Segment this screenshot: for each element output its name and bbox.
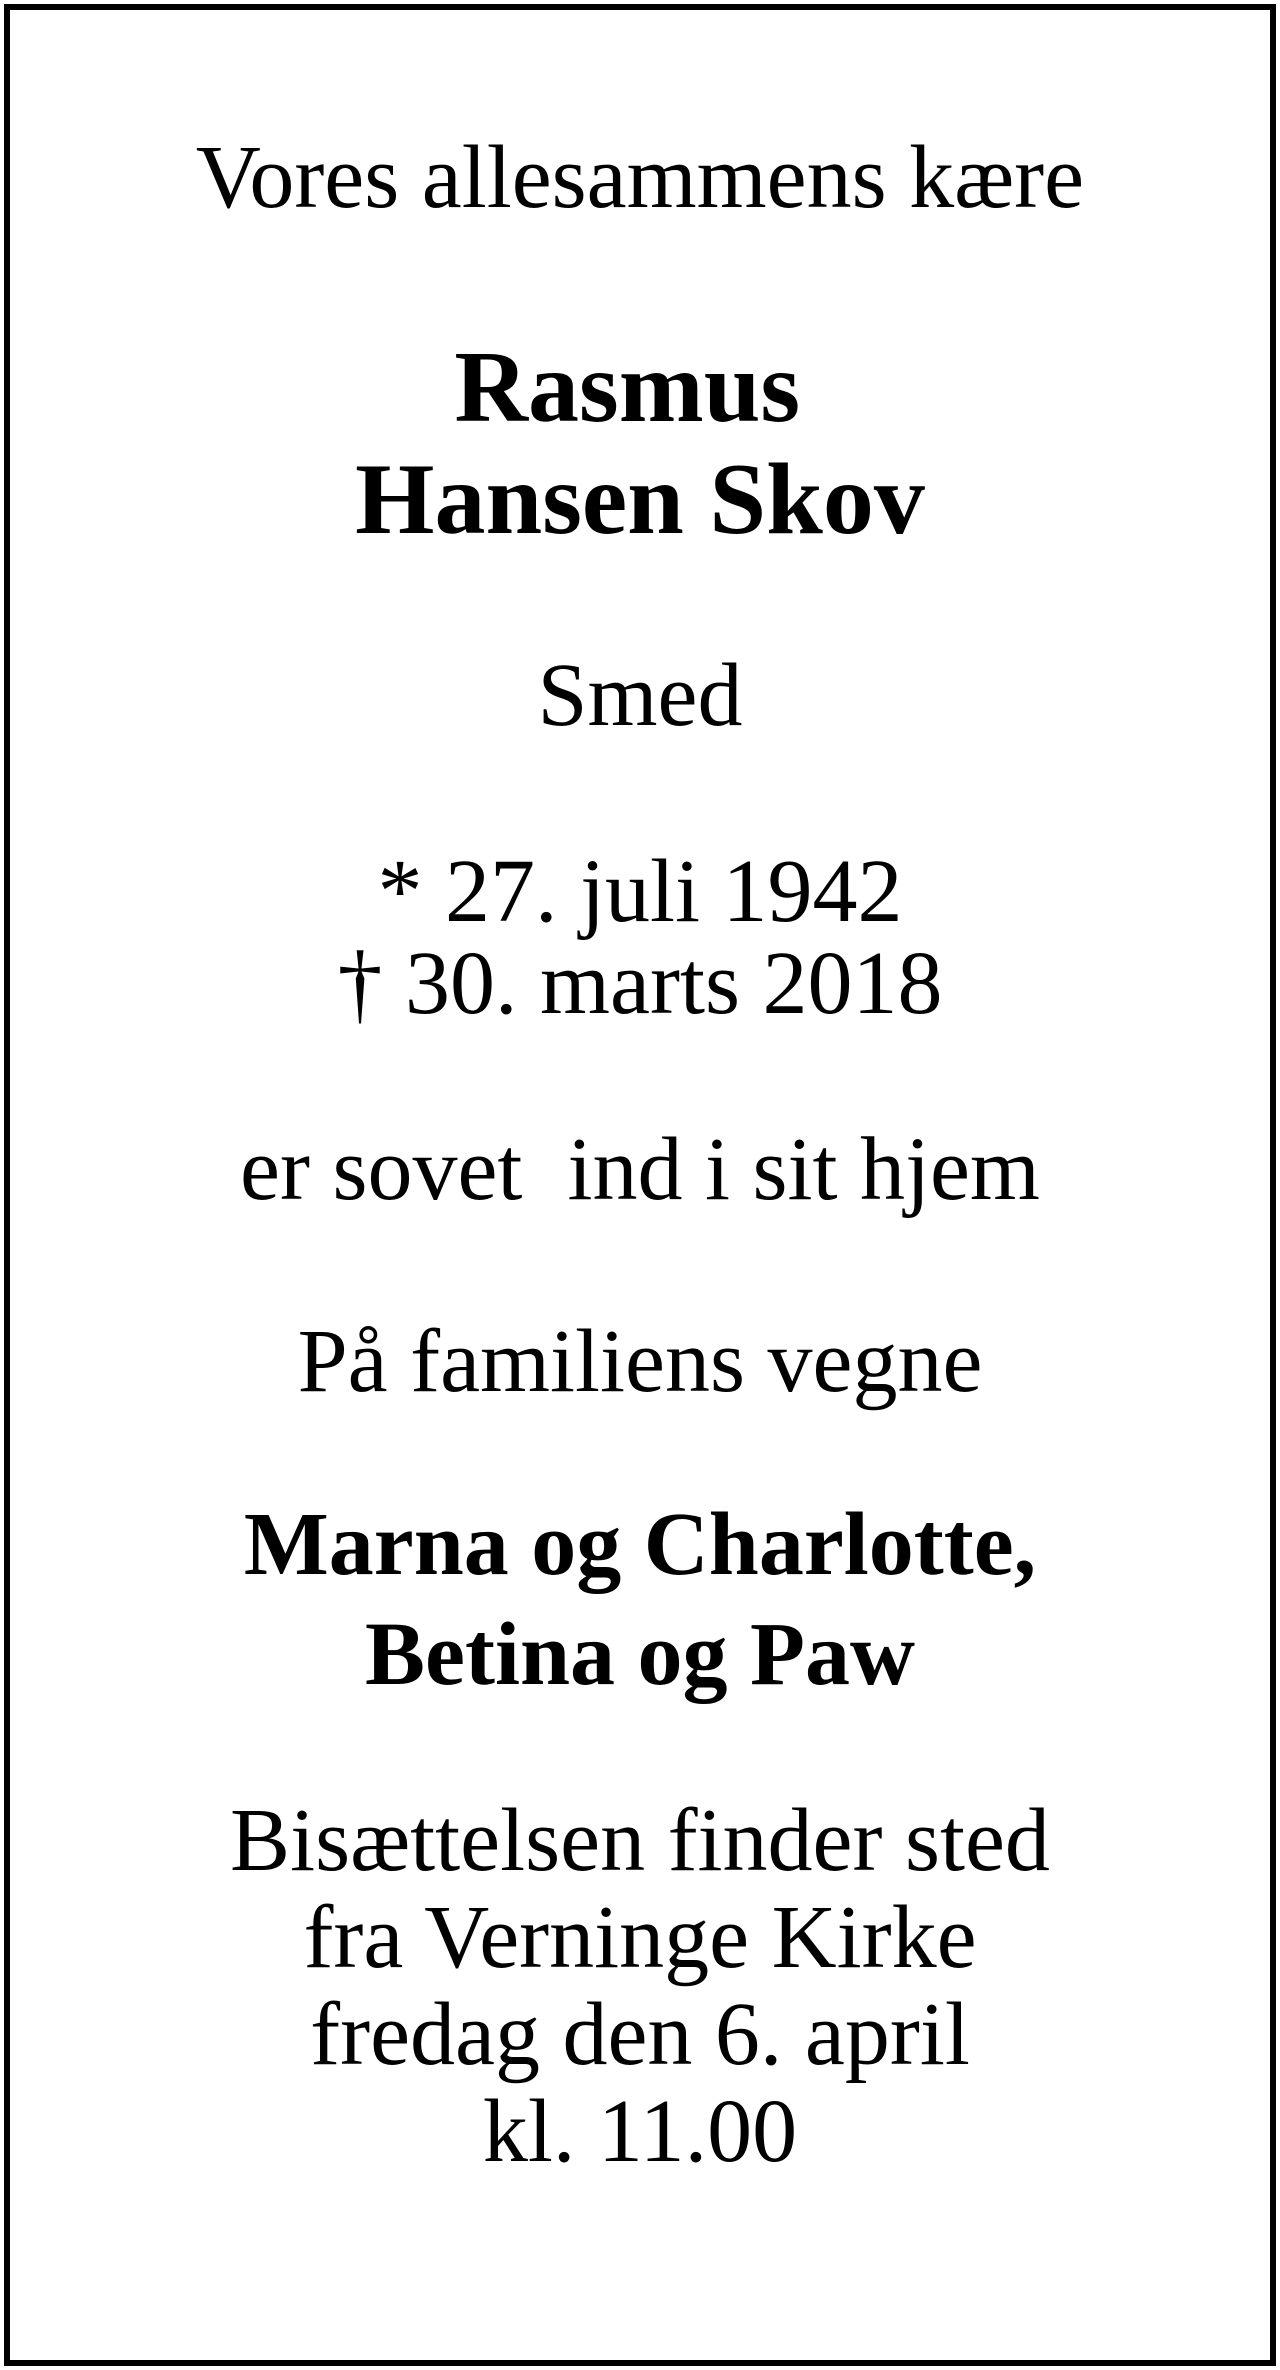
family-line-2: Betina og Paw (365, 1605, 915, 1704)
family-names (10, 1490, 1270, 1710)
occupation-text: Smed (537, 646, 743, 745)
intro-text: Vores allesammens kære (195, 128, 1085, 227)
birth-date: * 27. juli 1942 (377, 842, 903, 941)
deceased-name (10, 332, 1270, 556)
passing-text: er sovet ind i sit hjem (240, 1120, 1040, 1219)
name-line-1: Rasmus (454, 331, 826, 444)
family-line-1: Marna og Charlotte, (243, 1495, 1037, 1594)
funeral-line-4: kl. 11.00 (482, 2082, 798, 2181)
funeral-line-2: fra Verninge Kirke (303, 1888, 977, 1987)
name-line-2: Hansen Skov (355, 443, 925, 556)
funeral-details (10, 1792, 1270, 2180)
death-date: † 30. marts 2018 (337, 934, 943, 1033)
funeral-line-3: fredag den 6. april (310, 1985, 970, 2084)
notice-frame (4, 4, 1276, 2366)
funeral-line-1: Bisættelsen finder sted (230, 1791, 1050, 1890)
behalf-text: På familiens vegne (297, 1312, 983, 1411)
life-dates (10, 842, 1270, 1033)
notice-content (10, 10, 1270, 2180)
